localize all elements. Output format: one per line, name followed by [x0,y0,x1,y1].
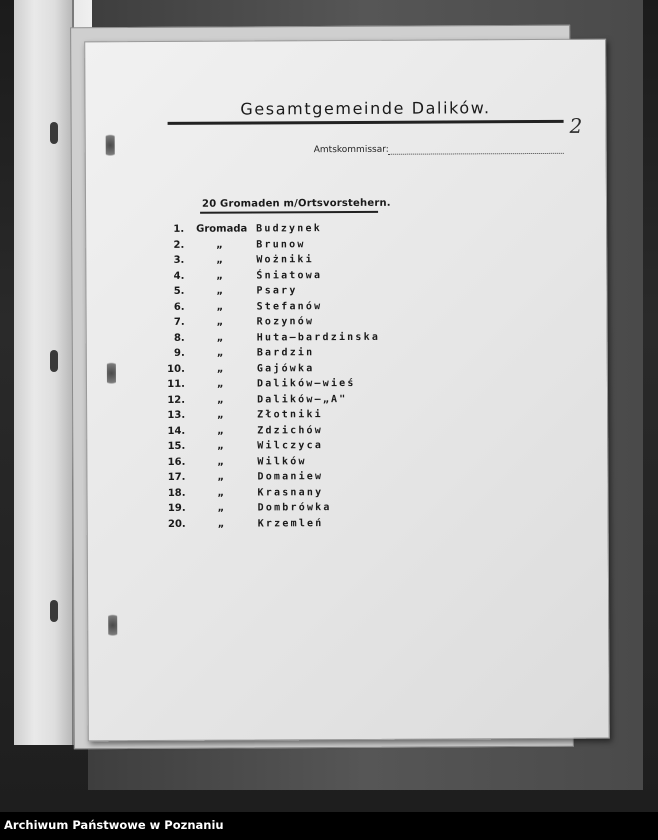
item-number: 9. [174,347,185,359]
item-number: 14. [167,425,186,437]
item-number: 3. [173,254,185,266]
place-name: Huta—bardzinska [256,331,381,343]
archive-credit: Archiwum Państwowe w Poznaniu [4,818,224,832]
item-number: 10. [167,363,185,375]
list-heading: 20 Gromaden m/Ortsvorstehern. [201,197,391,210]
item-number: 6. [173,301,185,313]
item-number: 19. [167,502,186,514]
item-type: Gromada [196,223,248,235]
place-name: Domaniew [257,471,324,483]
ditto-mark: „ [217,440,224,452]
ditto-mark: „ [216,254,223,266]
place-name: Bardzin [256,347,315,359]
ditto-mark: „ [216,332,224,344]
ditto-mark: „ [217,425,224,437]
ditto-mark: „ [217,471,225,483]
list-item [88,516,608,534]
place-name: Złotniki [257,409,323,421]
ditto-mark: „ [217,409,224,421]
punch-hole [108,610,117,640]
place-name: Dombrówka [257,502,332,514]
item-number: 20. [167,518,186,530]
item-number: 4. [173,270,185,282]
ditto-mark: „ [217,456,224,468]
place-name: Stefanów [256,300,323,312]
gromada-list [86,222,608,535]
item-number: 16. [167,456,186,468]
document-title: Gesamtgemeinde Dalików. [240,98,491,119]
ditto-mark: „ [216,270,224,282]
place-name: Wilków [257,455,307,467]
place-name: Dalików—wieś [256,377,356,390]
ditto-mark: „ [216,301,224,313]
ditto-mark: „ [217,502,225,514]
item-number: 8. [173,332,185,344]
footer-bar [0,812,658,840]
place-name: Śniatowa [256,269,323,281]
place-name: Dalików—„A" [257,393,348,405]
place-name: Gajówka [256,362,315,374]
item-number: 7. [173,316,185,328]
document-page [84,39,610,742]
place-name: Zdzichów [257,424,324,436]
title-underline [168,120,564,125]
item-number: 17. [167,471,186,483]
item-number: 11. [167,378,185,390]
place-name: Wilczyca [257,440,324,452]
binder-strip [14,0,74,745]
ditto-mark: „ [216,285,224,297]
item-number: 5. [173,285,185,297]
ditto-mark: „ [217,487,225,499]
page-number: 2 [569,113,583,138]
item-number: 2. [173,239,185,251]
place-name: Psary [256,285,298,297]
item-number: 12. [167,394,186,406]
ditto-mark: „ [217,518,225,530]
commissioner-blank-line [388,153,564,155]
ditto-mark: „ [216,239,223,251]
place-name: Rozynów [256,316,315,328]
item-number: 1. [173,223,185,235]
item-number: 18. [167,487,186,499]
binder-hole [50,600,58,622]
place-name: Wożniki [256,254,314,266]
place-name: Krzemleń [257,517,324,529]
ditto-mark: „ [216,347,224,359]
place-name: Budzynek [256,223,322,235]
ditto-mark: „ [216,363,224,375]
commissioner-label: Amtskommissar: [313,144,389,156]
item-number: 13. [167,409,186,421]
heading-underline [200,211,378,214]
item-number: 15. [167,440,186,452]
place-name: Brunow [256,238,306,250]
punch-hole [106,130,115,160]
ditto-mark: „ [217,394,224,406]
binder-hole [50,350,58,372]
ditto-mark: „ [216,378,224,390]
binder-hole [50,122,58,144]
ditto-mark: „ [216,316,224,328]
place-name: Krasnany [257,486,324,498]
